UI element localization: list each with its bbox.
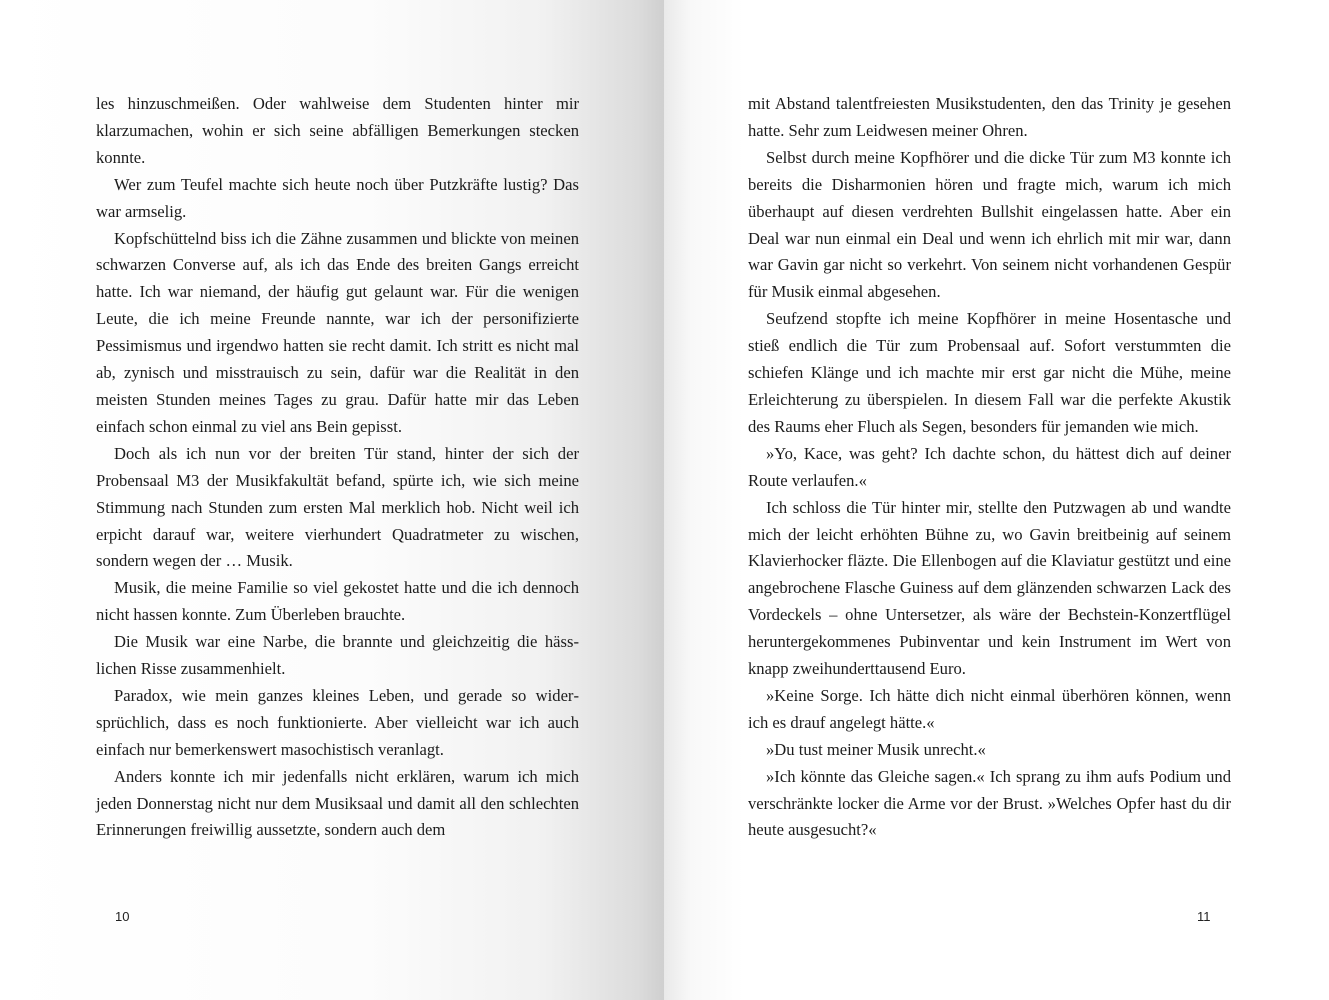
paragraph: »Yo, Kace, was geht? Ich dachte schon, du hättest dich auf deiner Route verlaufen.« (748, 443, 1231, 490)
paragraph: Selbst durch meine Kopfhörer und die dicke Tür zum M3 konnte ich bereits die Disharmonien hören und fragte mich, warum ich mich überhaupt auf diesen verdrehten Bullshit eingelassen hatte. Aber ein Deal war nun einmal ein Deal und wenn ich ehrlich mit mir war, dann war Gavin gar nicht so verkehrt. Von seinem nicht vorhandenen Gespür für Musik einmal abgesehen. (748, 147, 1231, 302)
paragraph: »Ich könnte das Gleiche sagen.« Ich sprang zu ihm aufs Podium und verschränkte locker die Arme vor der Brust. »Welches Opfer hast du dir heute ausgesucht?« (748, 766, 1231, 840)
paragraph: »Keine Sorge. Ich hätte dich nicht einmal überhören können, wenn ich es drauf angelegt hätte.« (748, 685, 1231, 732)
paragraph: Paradox, wie mein ganzes kleines Leben, und gerade so widersprüchlich, dass es noch funktionierte. Aber vielleicht war ich auch einfach nur bemerkenswert masochistisch veranlagt. (96, 685, 579, 759)
left-page-text (96, 91, 579, 844)
page-number: 11 (1197, 909, 1211, 924)
paragraph: Doch als ich nun vor der breiten Tür stand, hinter der sich der Probensaal M3 der Musikfakultät befand, spürte ich, wie sich meine Stimmung nach Stunden zum ersten Mal merklich hob. Nicht weil ich erpicht darauf war, weitere vierhundert Quadratmeter zu wischen, sondern wegen der … Musik. (96, 443, 579, 571)
paragraph: Wer zum Teufel machte sich heute noch über Putzkräfte lustig? Das war armselig. (96, 174, 579, 221)
paragraph: Ich schloss die Tür hinter mir, stellte den Putzwagen ab und wandte mich der leicht erhöhten Bühne zu, wo Gavin breitbeinig auf seinem Klavierhocker fläzte. Die Ellenbogen auf die Klaviatur gestützt und eine angebrochene Flasche Guiness auf dem glänzenden schwarzen Lack des Vordeckels – ohne Untersetzer, als wäre der Bechstein-Konzertflügel heruntergekommenes Pubinventar und kein Instrument im Wert von knapp zweihunderttausend Euro. (748, 497, 1231, 679)
paragraph: »Du tust meiner Musik unrecht.« (766, 739, 986, 759)
right-page-text (748, 91, 1231, 844)
paragraph: Seufzend stopfte ich meine Kopfhörer in meine Hosentasche und stieß endlich die Tür zum Probensaal auf. Sofort verstummten die schiefen Klänge und ich machte mir erst gar nicht die Mühe, meine Erleichterung zu überspielen. In diesem Fall war die perfekte Akustik des Raums eher Fluch als Segen, besonders für jemanden wie mich. (748, 309, 1231, 436)
paragraph: Musik, die meine Familie so viel gekostet hatte und die ich dennoch nicht hassen konnte. Zum Überleben brauchte. (96, 578, 579, 625)
paragraph: Kopfschüttelnd biss ich die Zähne zusammen und blickte von meinen schwarzen Converse auf, als ich das Ende des breiten Gangs erreicht hatte. Ich war niemand, der häufig gut gelaunt war. Für die wenigen Leute, die ich meine Freunde nannte, war ich der personifizierte Pessimismus und irgendwo hatten sie recht damit. Ich stritt es nicht mal ab, zynisch und misstrauisch zu sein, dafür war die Realität in den meisten Stunden meines Tages zu grau. Dafür hatte mir das Leben einfach schon einmal zu viel ans Bein gepisst. (96, 228, 579, 436)
paragraph: les hinzuschmeißen. Oder wahlweise dem Studenten hinter mir klarzumachen, wohin er sich seine abfälligen Bemerkungen stecken konnte. (96, 94, 579, 167)
paragraph: Anders konnte ich mir jedenfalls nicht erklären, warum ich mich jeden Donnerstag nicht nur dem Musiksaal und damit all den schlechten Erinnerungen freiwillig aussetzte, sondern auch dem (96, 766, 579, 840)
right-page (664, 0, 1329, 1000)
page-number: 10 (115, 909, 130, 924)
left-page (0, 0, 664, 1000)
paragraph: mit Abstand talentfreiesten Musikstudenten, den das Trinity je gesehen hatte. Sehr zum Leidwesen meiner Ohren. (748, 94, 1231, 140)
paragraph: Die Musik war eine Narbe, die brannte und gleichzeitig die hässlichen Risse zusammenhielt. (96, 632, 579, 679)
